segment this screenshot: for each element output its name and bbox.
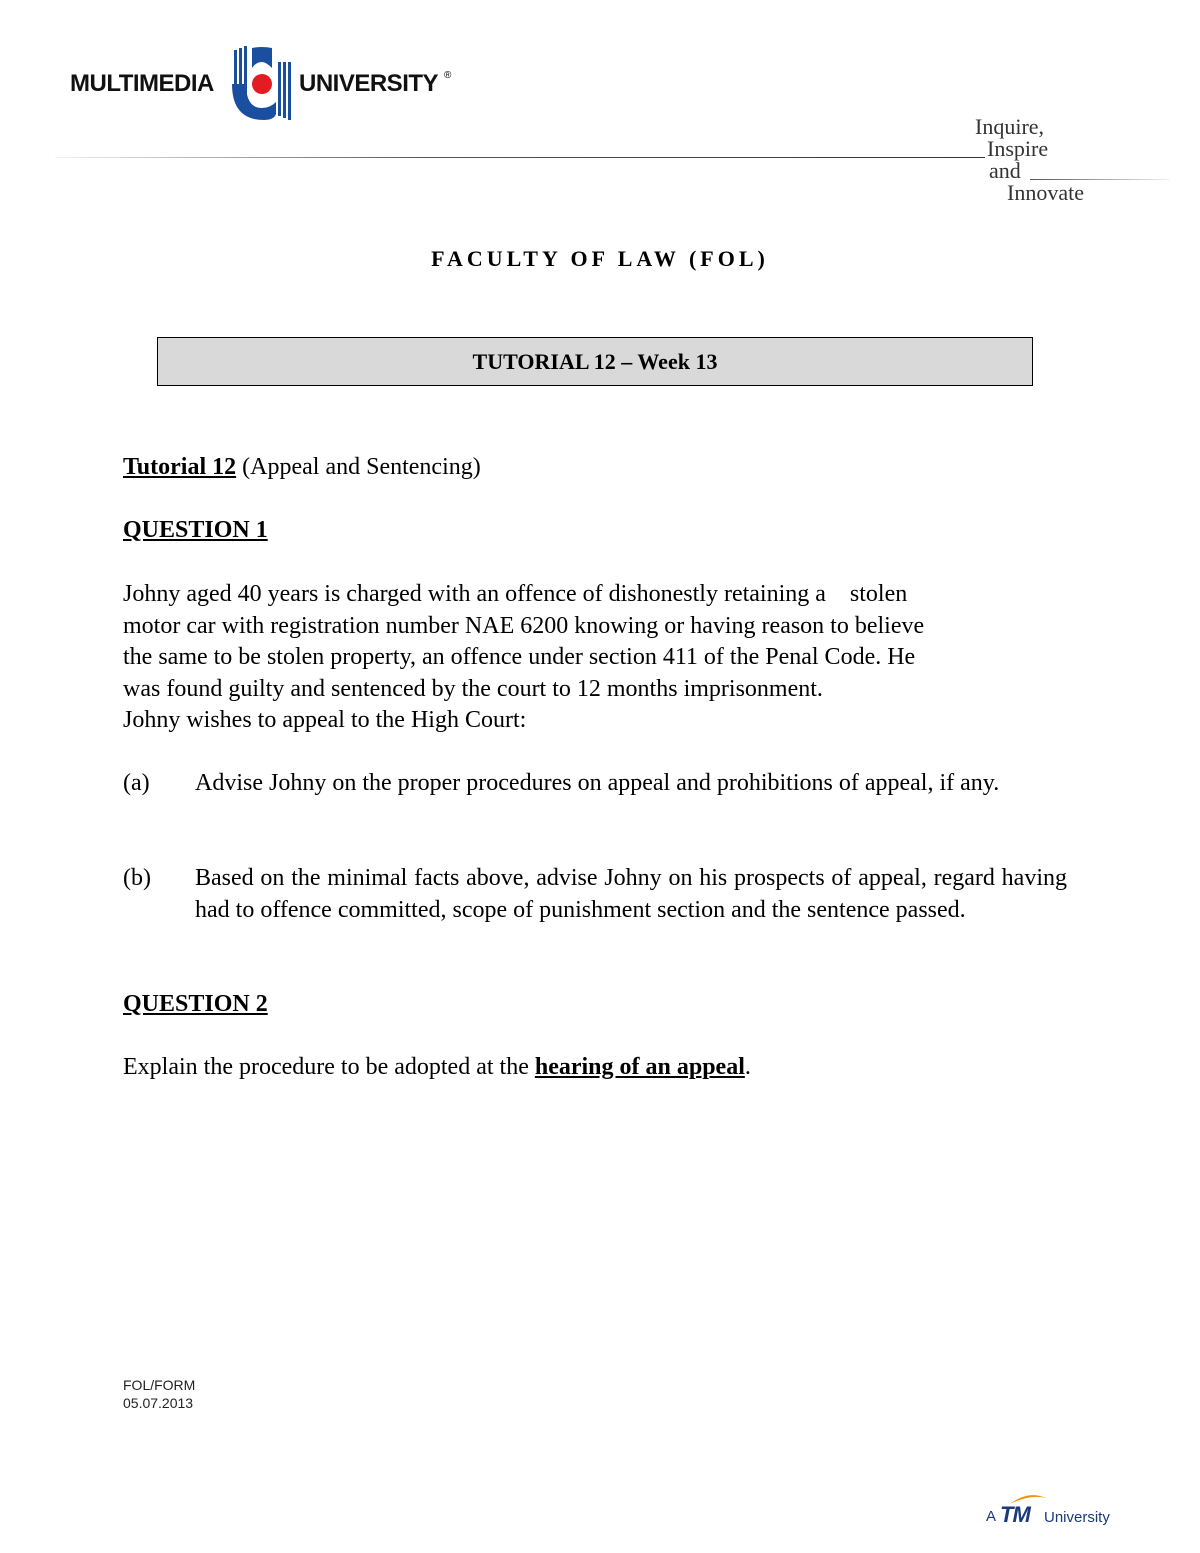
tm-logo-tm: TM [1000,1502,1030,1527]
faculty-title: FACULTY OF LAW (FOL) [431,246,769,271]
tagline-line-1: Inquire, [975,114,1045,139]
question-2-period: . [744,1054,751,1080]
logo-text-left: MULTIMEDIA [70,70,214,97]
tutorial-subtitle [123,452,481,484]
tm-university-logo [986,1500,1146,1532]
tagline [975,116,1175,211]
form-code [123,1376,195,1412]
registered-mark: ® [444,70,452,81]
question-1-line: was found guilty and sentenced by the court to 12 months imprisonment. [123,675,823,702]
question-2-text: Explain the procedure to be adopted at the [123,1054,535,1080]
item-text: Based on the minimal facts above, advise Johny on his prospects of appeal, regard having had to offence committed, scope of punishment section and the sentence passed. [195,865,1067,923]
question-2-paragraph [123,1052,751,1084]
question-1-line: Johny wishes to appeal to the High Court: [123,707,527,733]
tm-logo-university: University [1044,1509,1110,1526]
tagline-line-2: Inspire [987,136,1049,161]
question-1-line: the same to be stolen property, an offence under section 411 of the Penal Code. He [123,644,916,670]
header-divider [55,157,985,158]
tm-logo-a: A [986,1508,997,1525]
tagline-line-4: Innovate [1007,180,1084,205]
tutorial-topic: (Appeal and Sentencing) [236,454,481,480]
question-1-line: Johny aged 40 years is charged with an offence of dishonestly retaining a stolen [123,581,908,607]
question-2-heading: QUESTION 2 [123,991,268,1017]
tagline-divider [1030,179,1170,180]
university-logo [70,44,470,122]
logo-text-right: UNIVERSITY [299,70,439,97]
form-code-date: 05.07.2013 [123,1395,194,1411]
question-1-line: motor car with registration number NAE 6200 knowing or having reason to believe [123,612,925,639]
item-text: Advise Johny on the proper procedures on appeal and prohibitions of appeal, if any. [195,770,1000,796]
item-label: (b) [123,865,151,891]
item-label: (a) [123,770,150,796]
tutorial-label: Tutorial 12 [123,454,237,480]
tagline-line-3: and [989,158,1021,183]
question-2-emphasis: hearing of an appeal [534,1054,745,1080]
question-1-heading: QUESTION 1 [123,517,268,543]
university-emblem-icon [226,44,300,122]
form-code-id: FOL/FORM [123,1377,196,1393]
tutorial-title-box: TUTORIAL 12 – Week 13 [157,337,1033,386]
question-1-paragraph [123,579,1073,737]
